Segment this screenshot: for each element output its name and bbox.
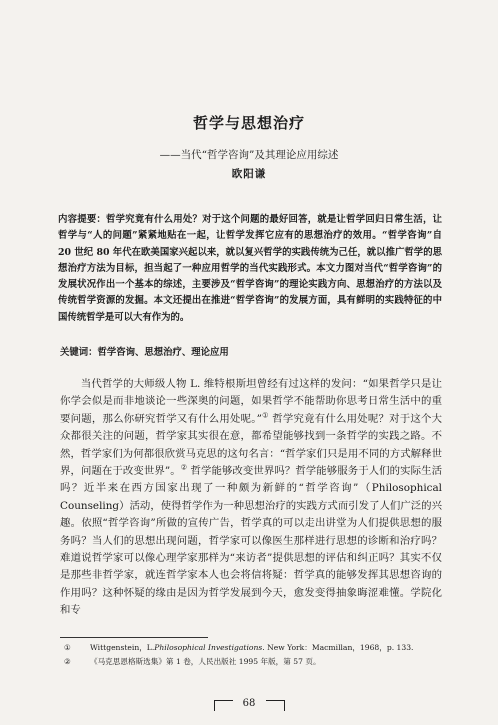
footnote-mark: ① (64, 643, 71, 652)
footnote-text: 《马克思恩格斯选集》第 1 卷，人民出版社 1995 年版，第 57 页。 (90, 657, 321, 666)
footnote-1 (60, 641, 442, 655)
body-segment-3: 哲学能够改变世界吗？哲学能够服务于人们的实际生活吗？近半来在西方国家出现了一种颇为新鲜的“哲学咨询”（Philosophical Counseling）活动，使得哲学作为一种思想治疗的实践方式而引发了人们广泛的兴趣。依照“哲学咨询”所做的宣传广告，哲学真的可以走出讲堂为人们提供思想的服务吗？当人们的思想出现问题，哲学家可以像医生那样进行思想的诊断和治疗吗？难道说哲学家可以像心理学家那样为“来访者”提供思想的评估和纠正吗？其实不仅是那些非哲学家，就连哲学家本人也会将信将疑：哲学真的能够发挥其思想咨询的作用吗？这种怀疑的缘由是因为哲学发展到今天，愈发变得抽象晦涩难懂。学院化和专 (60, 465, 442, 617)
article-title: 哲学与思想治疗 (192, 114, 305, 132)
article-author: 欧阳谦 (231, 168, 267, 180)
body-segment-1: 当代哲学的大师级人物 L. 维特根斯坦曾经有过这样的发问：“如果哲学只是让你学会似是而非地谈论一些深奥的问题，如果哲学不能帮助你思考日常生活中的重要问题，那么你研究哲学又有什么用处呢。” (60, 378, 442, 425)
abstract-text: 哲学究竟有什么用处？对于这个问题的最好回答，就是让哲学回归日常生活，让哲学与“人的问题”紧紧地贴在一起，让哲学发挥它应有的思想治疗的效用。“哲学咨询”自 20 世纪 80 年代在欧美国家兴起以来，就以复兴哲学的实践传统为己任，就以推广哲学的思想治疗方法为目标，担当起了一种应用哲学的当代实践形式。本文力图对当代“哲学咨询”的发展状况作出一个基本的综述，主要涉及“哲学咨询”的理论实践方向、思想治疗的方法以及传统哲学资源的发掘。本文还提出在推进“哲学咨询”的发展方面，具有鲜明的实践特征的中国传统哲学是可以大有作为的。 (58, 214, 442, 323)
body-paragraph (60, 376, 442, 620)
page-number-bracket-left (214, 700, 233, 711)
footnote-text: Wittgenstein，L. (90, 643, 155, 652)
footnotes (60, 641, 442, 669)
footnote-book-title: Philosophical Investigations (154, 643, 263, 652)
footnote-divider (60, 637, 208, 638)
article-subtitle: ——当代“哲学咨询”及其理论应用综述 (159, 149, 339, 161)
footnote-ref-2: ② (180, 463, 188, 472)
footnote-2 (60, 655, 442, 669)
abstract (58, 212, 442, 326)
keywords-text: 哲学咨询、思想治疗、理论应用 (97, 347, 229, 358)
abstract-label: 内容提要： (58, 214, 107, 225)
footnote-mark: ② (64, 657, 71, 666)
body-segment-2: 哲学究竟有什么用处呢？对于这个大众都很关注的问题，哲学家其实很在意，都希望能够找到一条哲学的实践之路。不然，哲学家们为何都很欣赏马克思的这句名言：“哲学家们只是用不同的方式解释世界，问题在于改变世界”。 (60, 412, 442, 478)
footnote-text: . New York：Macmillan，1968，p. 133. (262, 643, 414, 652)
footnote-ref-1: ① (261, 411, 269, 420)
keywords (60, 344, 444, 358)
page-number: 68 (242, 698, 256, 709)
keywords-label: 关键词： (60, 347, 98, 358)
page-number-bracket-right (266, 700, 285, 711)
